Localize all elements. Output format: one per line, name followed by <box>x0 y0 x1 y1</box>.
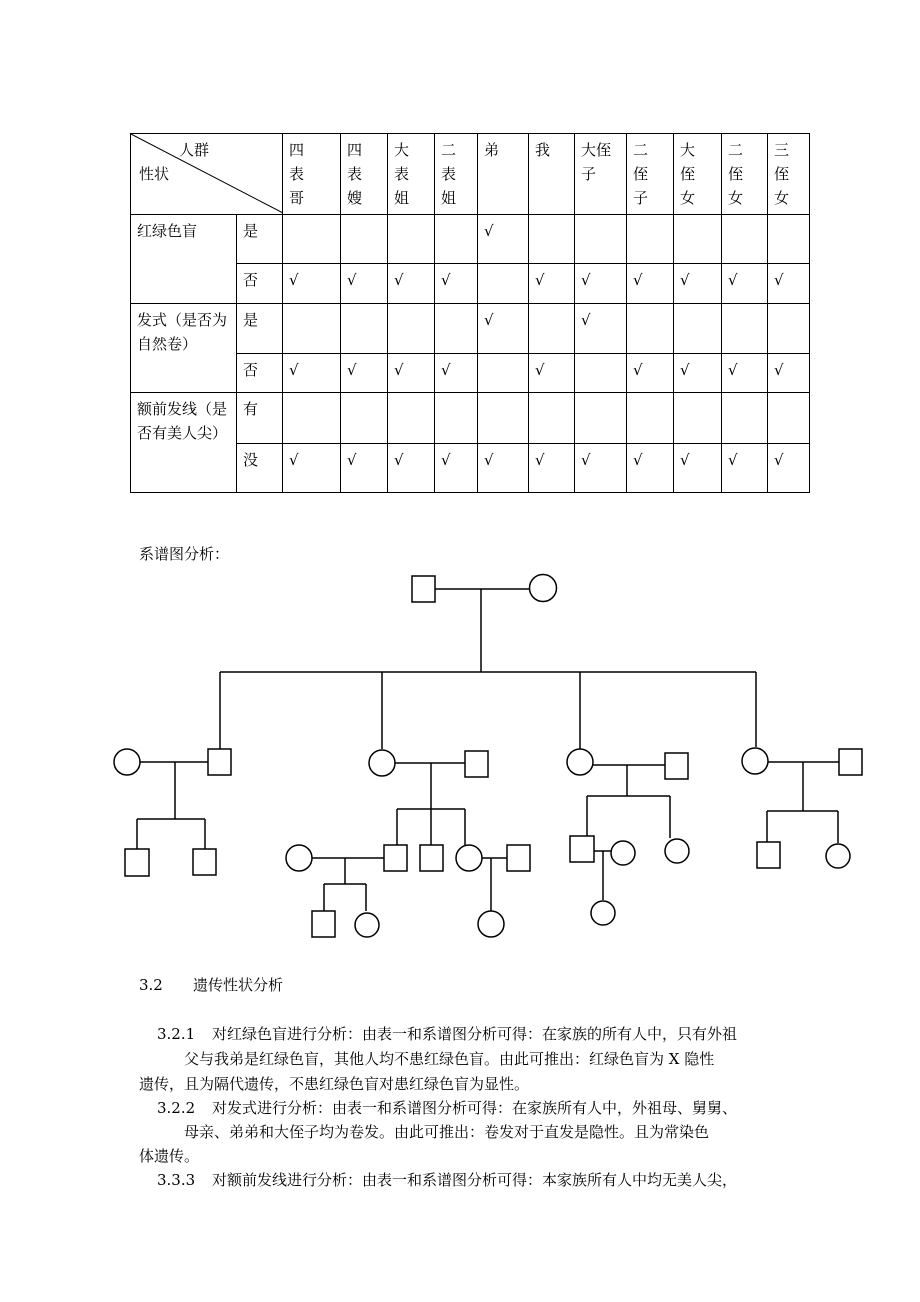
mark-cell: √ <box>283 354 341 393</box>
female-symbol <box>826 844 850 868</box>
column-header: 我 <box>529 134 575 215</box>
grandfather-male-symbol <box>412 576 435 602</box>
male-symbol <box>839 749 862 775</box>
paragraph-line: 父与我弟是红绿色盲，其他人均不患红绿色盲。由此可推出：红绿色盲为 X 隐性 <box>184 1050 715 1068</box>
grandmother-female-symbol <box>530 575 557 602</box>
column-header: 四 表 哥 <box>283 134 341 215</box>
female-symbol <box>478 911 504 937</box>
mark-cell: √ <box>674 354 722 393</box>
mark-cell: √ <box>674 444 722 493</box>
mark-cell: √ <box>388 264 435 304</box>
option-label-cell: 否 <box>237 264 283 304</box>
mark-cell: √ <box>722 444 768 493</box>
mark-cell: √ <box>435 444 478 493</box>
male-symbol <box>312 911 335 937</box>
mark-cell: √ <box>627 264 674 304</box>
female-symbol <box>665 839 689 863</box>
female-symbol <box>456 845 482 871</box>
column-header: 二 侄 女 <box>722 134 768 215</box>
mark-cell: √ <box>435 354 478 393</box>
section-title: 遗传性状分析 <box>193 976 284 994</box>
column-header: 二 表 姐 <box>435 134 478 215</box>
pedigree-label: 系谱图分析： <box>139 545 230 563</box>
mark-cell: √ <box>768 354 810 393</box>
female-symbol <box>742 748 768 774</box>
paragraph-number: 3.3.3 <box>157 1171 196 1189</box>
mark-cell: √ <box>768 444 810 493</box>
mark-cell: √ <box>388 444 435 493</box>
male-symbol <box>208 749 231 775</box>
mark-cell: √ <box>674 264 722 304</box>
paragraph-line: 对额前发线进行分析：由表一和系谱图分析可得：本家族所有人中均无美人尖， <box>212 1171 738 1189</box>
corner-top-label: 人群 <box>179 141 210 159</box>
female-symbol <box>567 749 593 775</box>
option-label-cell: 是 <box>237 215 283 264</box>
paragraph-line: 母亲、弟弟和大侄子均为卷发。由此可推出：卷发对于直发是隐性。且为常染色 <box>184 1123 710 1141</box>
mark-cell: √ <box>768 264 810 304</box>
section-number: 3.2 <box>139 976 163 994</box>
mark-cell: √ <box>283 264 341 304</box>
mark-cell: √ <box>575 304 627 354</box>
column-header: 大 表 姐 <box>388 134 435 215</box>
paragraph-line: 体遗传。 <box>139 1147 200 1165</box>
mark-cell: √ <box>575 444 627 493</box>
paragraph-line: 遗传，且为隔代遗传，不患红绿色盲对患红绿色盲为显性。 <box>139 1075 530 1093</box>
trait-name-cell: 红绿色盲 <box>131 215 237 304</box>
paragraph-line: 对红绿色盲进行分析：由表一和系谱图分析可得：在家族的所有人中，只有外祖 <box>212 1025 738 1043</box>
male-symbol <box>420 845 443 871</box>
female-symbol <box>114 749 140 775</box>
mark-cell: √ <box>341 444 388 493</box>
column-header: 大 侄 女 <box>674 134 722 215</box>
mark-cell: √ <box>722 354 768 393</box>
option-label-cell: 没 <box>237 444 283 493</box>
paragraph-line: 对发式进行分析：由表一和系谱图分析可得：在家族所有人中，外祖母、舅舅、 <box>212 1099 738 1117</box>
male-symbol <box>465 751 488 777</box>
female-symbol <box>369 750 395 776</box>
mark-cell: √ <box>478 444 529 493</box>
female-symbol <box>286 845 312 871</box>
trait-name-cell: 额前发线（是否有美人尖） <box>131 393 237 493</box>
male-symbol <box>125 849 149 876</box>
mark-cell: √ <box>627 444 674 493</box>
female-symbol <box>355 913 379 937</box>
trait-name-cell: 发式（是否为自然卷） <box>131 304 237 393</box>
column-header: 大侄 子 <box>575 134 627 215</box>
paragraph-number: 3.2.1 <box>157 1025 196 1043</box>
mark-cell: √ <box>575 264 627 304</box>
male-symbol <box>570 836 594 862</box>
mark-cell: √ <box>529 354 575 393</box>
column-header: 四 表 嫂 <box>341 134 388 215</box>
paragraph-number: 3.2.2 <box>157 1099 196 1117</box>
male-symbol <box>507 845 530 871</box>
mark-cell: √ <box>627 354 674 393</box>
mark-cell: √ <box>529 444 575 493</box>
female-symbol <box>611 841 635 865</box>
male-symbol <box>757 842 780 868</box>
mark-cell: √ <box>388 354 435 393</box>
male-symbol <box>665 753 688 779</box>
mark-cell: √ <box>478 215 529 264</box>
female-symbol <box>591 901 615 925</box>
option-label-cell: 否 <box>237 354 283 393</box>
mark-cell: √ <box>478 304 529 354</box>
mark-cell: √ <box>435 264 478 304</box>
option-label-cell: 有 <box>237 393 283 444</box>
column-header: 二 侄 子 <box>627 134 674 215</box>
mark-cell: √ <box>722 264 768 304</box>
option-label-cell: 是 <box>237 304 283 354</box>
column-header: 弟 <box>478 134 529 215</box>
male-symbol <box>384 845 407 871</box>
column-header: 三 侄 女 <box>768 134 810 215</box>
mark-cell: √ <box>341 264 388 304</box>
mark-cell: √ <box>529 264 575 304</box>
male-symbol <box>193 849 216 875</box>
mark-cell: √ <box>341 354 388 393</box>
corner-bottom-label: 性状 <box>139 165 170 183</box>
mark-cell: √ <box>283 444 341 493</box>
